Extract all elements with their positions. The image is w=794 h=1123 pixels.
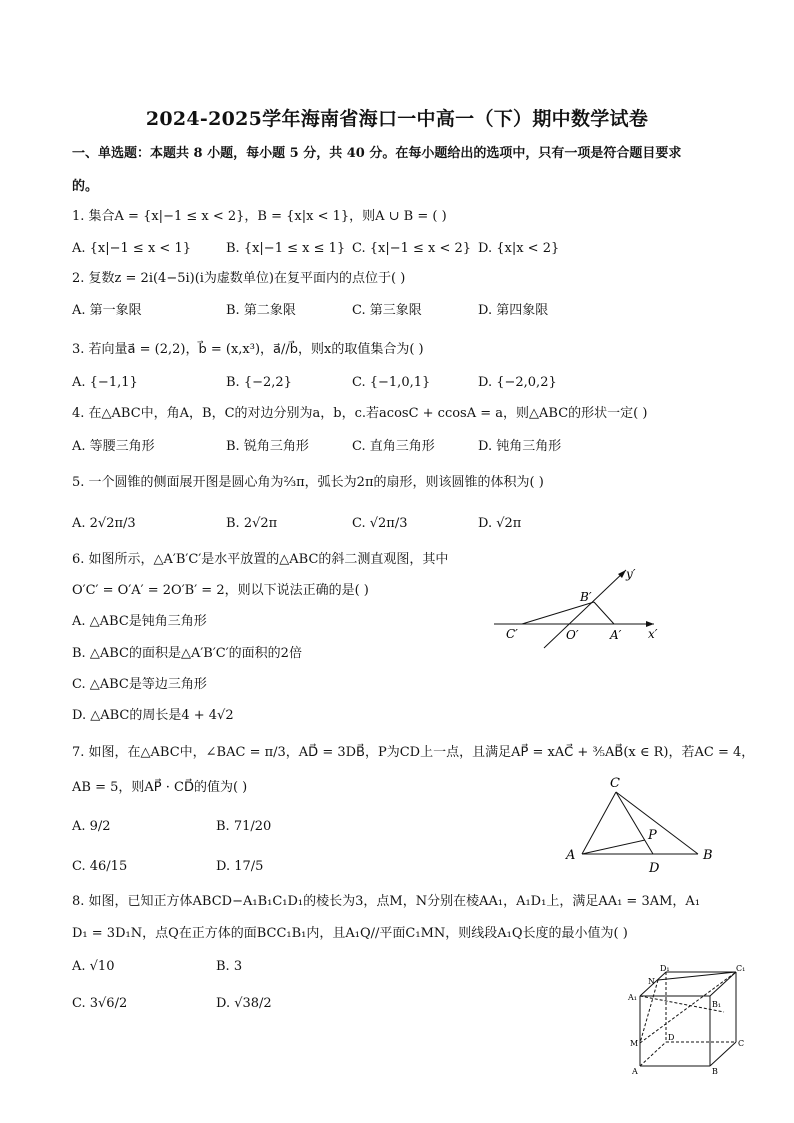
question-5-option-a: A. 2√2π/3 — [72, 516, 136, 531]
label-a1: A₁ — [628, 993, 637, 1002]
question-1-option-b: B. {x|−1 ≤ x ≤ 1} — [226, 241, 346, 256]
segment-b-a — [594, 602, 614, 624]
label-x: x′ — [648, 627, 658, 641]
side-cb — [616, 792, 698, 854]
section-heading: 一、单选题：本题共 8 小题，每小题 5 分，共 40 分。在每小题给出的选项中，只有一项是符合题目要求 — [72, 146, 682, 161]
section-heading-cont: 的。 — [72, 179, 99, 194]
question-6-option-d: D. △ABC的周长是4 + 4√2 — [72, 708, 234, 723]
question-8-option-a: A. √10 — [72, 959, 115, 974]
question-2-option-c: C. 第三象限 — [352, 303, 422, 318]
question-8-option-c: C. 3√6/2 — [72, 996, 128, 1011]
question-7-stem: 7. 如图，在△ABC中，∠BAC = π/3，AD⃗ = 3DB⃗，P为CD上一点，且满足AP⃗ = xAC⃗ + ⅗AB⃗(x ∈ R)，若AC = 4， — [72, 745, 755, 760]
question-7-option-d: D. 17/5 — [216, 859, 264, 874]
label-c: C′ — [506, 627, 518, 641]
question-5-option-c: C. √2π/3 — [352, 516, 408, 531]
question-4-stem: 4. 在△ABC中，角A，B，C的对边分别为a，b，c.若acosC + ccosA = a，则△ABC的形状一定( ) — [72, 406, 648, 421]
question-4-option-d: D. 钝角三角形 — [478, 439, 562, 454]
label-c: C — [610, 776, 620, 791]
question-6-option-b: B. △ABC的面积是△A′B′C′的面积的2倍 — [72, 646, 302, 661]
label-c1: C₁ — [736, 964, 746, 973]
question-2-stem: 2. 复数z = 2i(4−5i)(i为虚数单位)在复平面内的点位于( ) — [72, 271, 406, 286]
label-b: B′ — [580, 590, 592, 604]
question-3-option-b: B. {−2,2} — [226, 375, 292, 390]
segment-n-c1 — [658, 972, 736, 980]
question-8-option-d: D. √38/2 — [216, 996, 272, 1011]
label-b: B — [703, 848, 713, 863]
label-a: A′ — [610, 628, 622, 642]
question-7-option-b: B. 71/20 — [216, 819, 272, 834]
label-a: A — [632, 1067, 638, 1076]
label-o: O′ — [566, 628, 579, 642]
question-7-option-a: A. 9/2 — [72, 819, 111, 834]
question-3-option-c: C. {−1,0,1} — [352, 375, 431, 390]
label-b1: B₁ — [712, 1000, 722, 1009]
question-1-option-a: A. {x|−1 ≤ x < 1} — [72, 241, 191, 256]
question-5-option-b: B. 2√2π — [226, 516, 278, 531]
edge-a-d-hidden — [640, 1042, 666, 1066]
question-3-option-a: A. {−1,1} — [72, 375, 138, 390]
triangle-figure — [560, 774, 730, 876]
question-2-option-d: D. 第四象限 — [478, 303, 549, 318]
label-d1: D₁ — [660, 964, 670, 973]
question-4-option-b: B. 锐角三角形 — [226, 439, 309, 454]
question-8-option-b: B. 3 — [216, 959, 243, 974]
question-8-stem-cont: D₁ = 3D₁N，点Q在正方体的面BCC₁B₁内，且A₁Q//平面C₁MN，则线段A₁Q长度的最小值为( ) — [72, 926, 628, 941]
question-8-stem: 8. 如图，已知正方体ABCD−A₁B₁C₁D₁的棱长为3，点M，N分别在棱AA₁，A₁D₁上，满足AA₁ = 3AM，A₁ — [72, 894, 701, 909]
side-ac — [582, 792, 616, 854]
question-7-stem-cont: AB = 5，则AP⃗ · CD⃗的值为( ) — [72, 780, 248, 795]
label-d: D — [668, 1033, 675, 1042]
label-a: A — [566, 848, 576, 863]
question-6-option-c: C. △ABC是等边三角形 — [72, 677, 207, 692]
question-6-stem-cont: O′C′ = O′A′ = 2O′B′ = 2，则以下说法正确的是( ) — [72, 583, 369, 598]
question-3-stem: 3. 若向量a⃗ = (2,2)，b⃗ = (x,x³)，a⃗//b⃗，则x的取值集合为( ) — [72, 342, 424, 357]
label-c: C — [738, 1039, 745, 1048]
question-5-option-d: D. √2π — [478, 516, 522, 531]
segment-n-m — [640, 980, 658, 1043]
edge-b1-c1 — [710, 972, 736, 996]
edge-b-c — [710, 1042, 736, 1066]
page-title: 2024-2025学年海南省海口一中高一（下）期中数学试卷 — [145, 108, 649, 130]
label-m: M — [630, 1039, 639, 1048]
segment-c-b — [522, 602, 594, 624]
question-1-option-c: C. {x|−1 ≤ x < 2} — [352, 241, 472, 256]
question-4-option-a: A. 等腰三角形 — [72, 439, 155, 454]
question-2-option-a: A. 第一象限 — [72, 303, 142, 318]
question-6-option-a: A. △ABC是钝角三角形 — [72, 614, 207, 629]
question-5-stem: 5. 一个圆锥的侧面展开图是圆心角为⅔π，弧长为2π的扇形，则该圆锥的体积为( ) — [72, 475, 544, 490]
segment-ap — [582, 840, 645, 854]
oblique-projection-figure — [486, 560, 666, 652]
question-3-option-d: D. {−2,0,2} — [478, 375, 557, 390]
cube-figure — [624, 962, 754, 1078]
label-y: y′ — [626, 567, 636, 581]
question-7-option-c: C. 46/15 — [72, 859, 128, 874]
question-2-option-b: B. 第二象限 — [226, 303, 296, 318]
question-1-stem: 1. 集合A = {x|−1 ≤ x < 2}，B = {x|x < 1}，则A ∪ B = ( ) — [72, 209, 447, 224]
label-n: N — [648, 977, 655, 986]
question-6-stem: 6. 如图所示，△A′B′C′是水平放置的△ABC的斜二测直观图，其中 — [72, 552, 449, 567]
label-d: D — [649, 861, 660, 876]
question-1-option-d: D. {x|x < 2} — [478, 241, 560, 256]
question-4-option-c: C. 直角三角形 — [352, 439, 435, 454]
label-p: P — [648, 828, 657, 843]
label-b: B — [712, 1067, 718, 1076]
